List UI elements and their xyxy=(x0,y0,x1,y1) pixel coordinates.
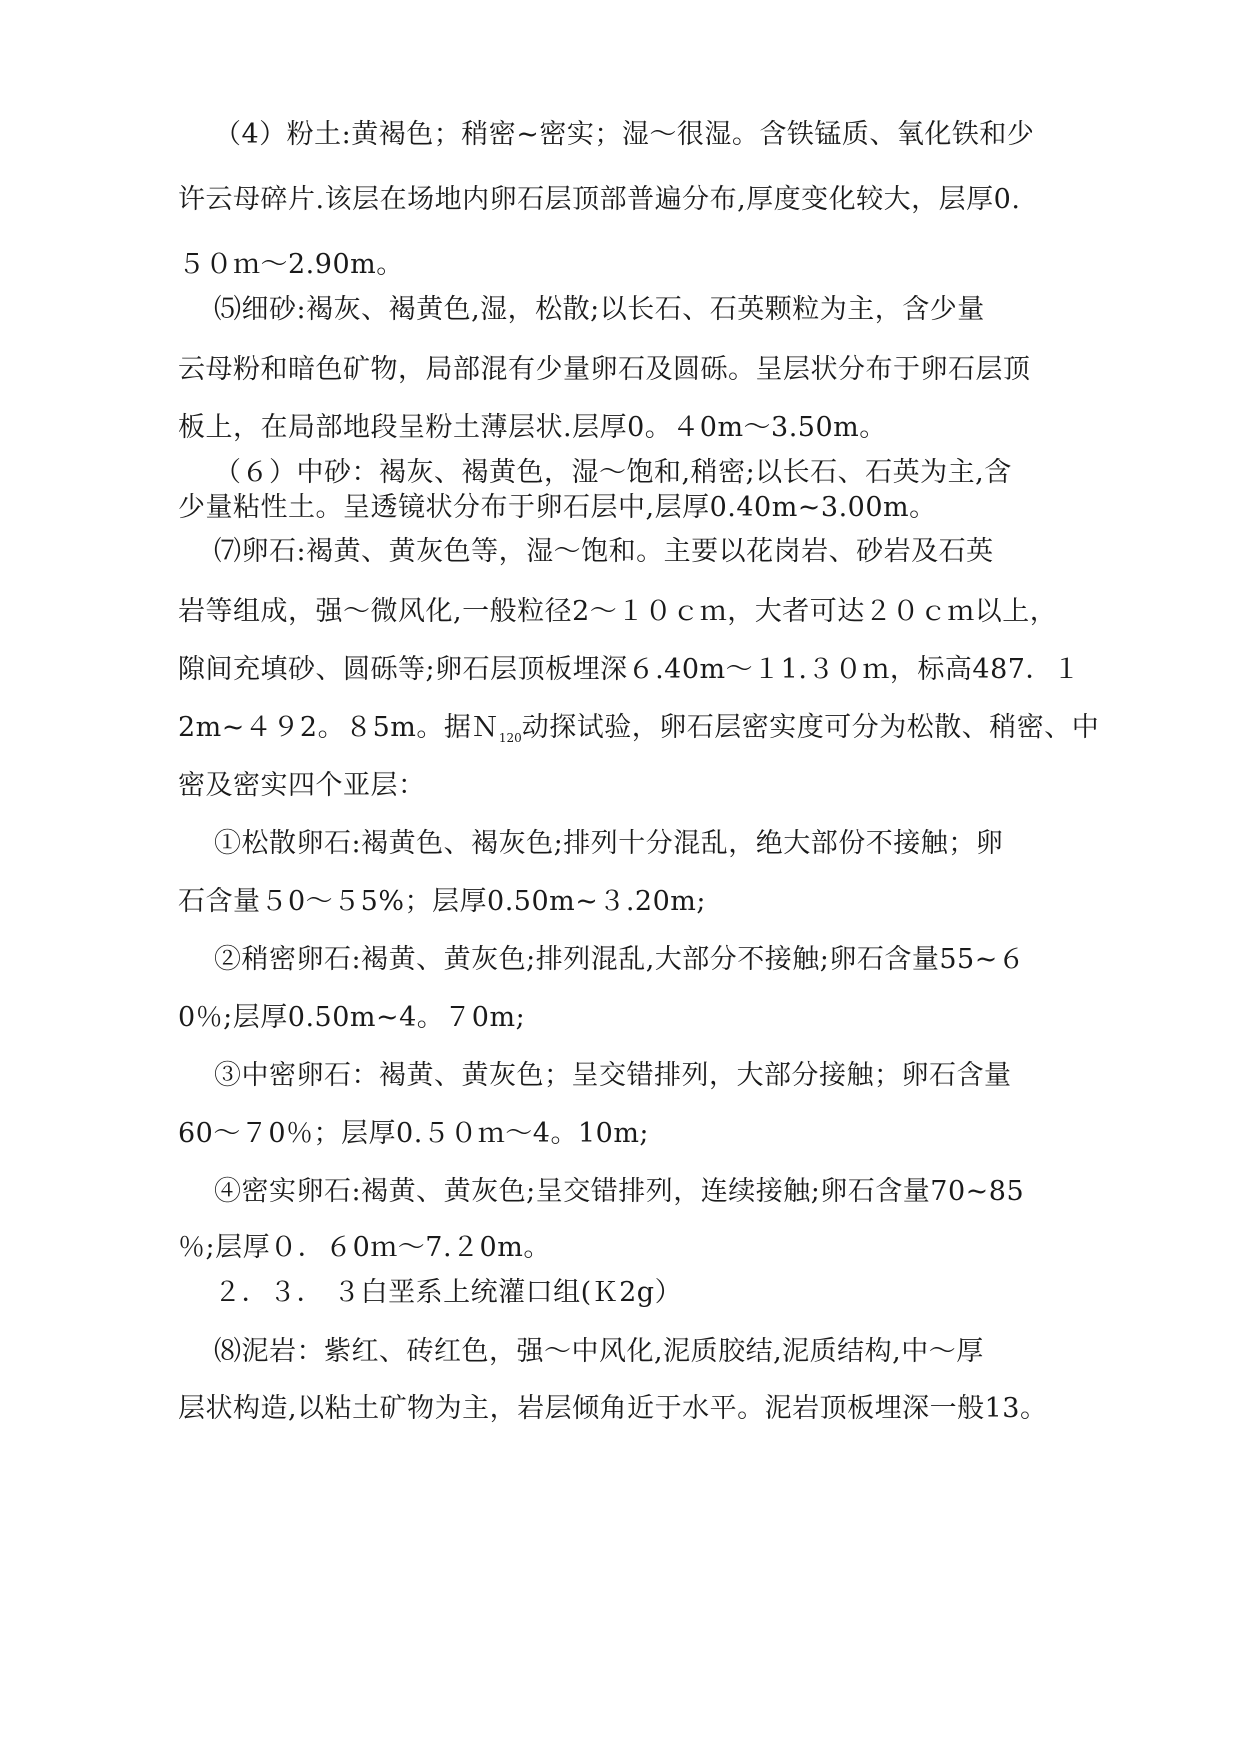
para-4-line-2: 许云母碎片.该层在场地内卵石层顶部普遍分布,厚度变化较大，层厚0. xyxy=(178,184,1021,215)
para-5-line-2: 云母粉和暗色矿物，局部混有少量卵石及圆砾。呈层状分布于卵石层顶 xyxy=(178,354,1031,385)
sublayer-1-line-1: ①松散卵石:褐黄色、褐灰色;排列十分混乱，绝大部份不接触；卵 xyxy=(214,828,1004,859)
para-7-line-4-start: 2m~４９2。８5m。据Ｎ xyxy=(178,712,499,743)
para-7-line-4 xyxy=(178,711,1098,749)
sublayer-3-line-2: 60～７0％；层厚0.５０ｍ～4。10m; xyxy=(178,1118,650,1149)
para-8-line-2: 层状构造,以粘土矿物为主，岩层倾角近于水平。泥岩顶板埋深一般13。 xyxy=(178,1393,1048,1424)
para-7-line-5: 密及密实四个亚层： xyxy=(178,770,426,801)
sublayer-4-line-2: ％;层厚０．６0ｍ～7.２0m。 xyxy=(178,1232,551,1263)
para-7-line-3: 隙间充填砂、圆砾等;卵石层顶板埋深６.40m～１1.３０ｍ，标高487．１ xyxy=(178,654,1081,685)
para-8-line-1: ⑻泥岩：紫红、砖红色，强～中风化,泥质胶结,泥质结构,中～厚 xyxy=(214,1336,984,1367)
para-4-line-1: （4）粉土:黄褐色；稍密~密实；湿～很湿。含铁锰质、氧化铁和少 xyxy=(214,119,1035,150)
sublayer-3-line-1: ③中密卵石：褐黄、黄灰色；呈交错排列，大部分接触；卵石含量 xyxy=(214,1060,1012,1091)
sublayer-4-line-1: ④密实卵石:褐黄、黄灰色;呈交错排列，连续接触;卵石含量70~85 xyxy=(214,1176,1025,1207)
sublayer-1-line-2: 石含量５0～５5%；层厚0.50m~３.20m; xyxy=(178,886,706,917)
para-5-line-1: ⑸细砂:褐灰、褐黄色,湿，松散;以长石、石英颗粒为主，含少量 xyxy=(214,294,985,325)
para-6-line-2: 少量粘性土。呈透镜状分布于卵石层中,层厚0.40m~3.00m。 xyxy=(178,492,937,523)
para-6-line-1: （６）中砂：褐灰、褐黄色，湿～饱和,稍密;以长石、石英为主,含 xyxy=(214,457,1012,488)
section-heading: ２．３． ３白垩系上统灌口组(Ｋ2g） xyxy=(214,1277,683,1308)
para-7-line-2: 岩等组成，强～微风化,一般粒径2～１０ｃｍ，大者可达２０ｃｍ以上， xyxy=(178,596,1058,627)
para-4-line-3: ５０ｍ～2.90m。 xyxy=(178,249,404,280)
sublayer-2-line-2: 0％;层厚0.50m~4。７0m; xyxy=(178,1002,526,1033)
para-5-line-3: 板上，在局部地段呈粉土薄层状.层厚0。４0m～3.50m。 xyxy=(178,412,887,443)
para-7-line-4-end: 动探试验，卵石层密实度可分为松散、稍密、中 xyxy=(521,712,1100,743)
sublayer-2-line-1: ②稍密卵石:褐黄、黄灰色;排列混乱,大部分不接触;卵石含量55~６ xyxy=(214,944,1026,975)
n120-subscript: 120 xyxy=(498,731,522,745)
para-7-line-1: ⑺卵石:褐黄、黄灰色等，湿～饱和。主要以花岗岩、砂岩及石英 xyxy=(214,536,994,567)
